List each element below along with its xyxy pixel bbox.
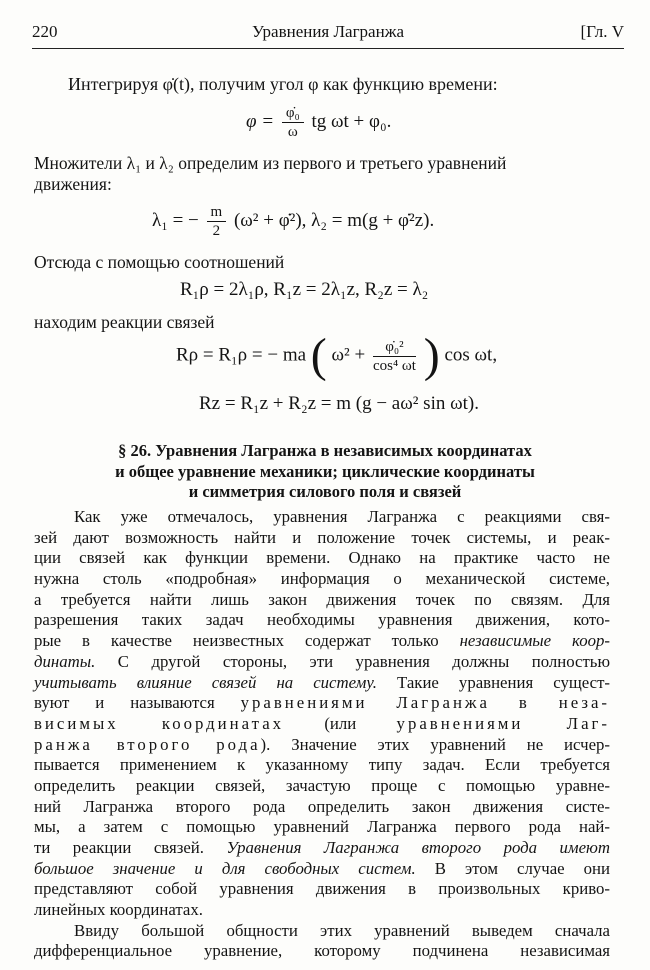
body-line: зей дают возможность найти и положение точек системы, и реак- bbox=[34, 527, 610, 547]
emphasis-text: большое значение и для свободных систем. bbox=[34, 858, 416, 878]
eq2-lhs: λ₁ = − bbox=[152, 209, 199, 231]
section-heading-line2: и общее уравнение механики; циклические координаты bbox=[115, 461, 535, 481]
emphasis-text: независимые коор- bbox=[459, 631, 610, 651]
body-line bbox=[34, 631, 610, 652]
equation-R-rho bbox=[176, 329, 498, 382]
body-line bbox=[34, 693, 610, 714]
body-line: Как уже отмечалось, уравнения Лагранжа с реакциями свя- bbox=[74, 507, 610, 526]
body-line bbox=[34, 859, 610, 880]
spaced-term: висимых координатах bbox=[34, 713, 285, 733]
body-line: линейных координатах. bbox=[34, 900, 203, 920]
body-line bbox=[34, 714, 610, 735]
body-line: пывается применением к указанному типу задач. Если требуется bbox=[34, 755, 610, 775]
body-line: ний Лагранжа второго рода определить закон движения систе- bbox=[34, 796, 610, 816]
emphasis-text: учитывать влияние связей на систему. bbox=[34, 672, 377, 692]
section-heading-line3: и симметрия силового поля и связей bbox=[188, 482, 462, 501]
body-line bbox=[34, 838, 610, 859]
eq4-lhs: Rρ = R₁ρ = − ma bbox=[176, 344, 307, 366]
body-text-span: ). Значение этих уравнений не исчер- bbox=[260, 734, 610, 754]
equation-phi bbox=[246, 104, 391, 141]
body-line: разрешения таких задач необходимы уравнения движения, кото- bbox=[34, 610, 610, 630]
eq2-numerator: m bbox=[207, 203, 227, 222]
intro-paragraph-2-line1: Множители λ₁ и λ₂ определим из первого и третьего уравнений bbox=[34, 153, 507, 173]
spaced-term: уравнениями Лагранжа в неза- bbox=[240, 693, 611, 713]
body-text-span: вуют и называются bbox=[34, 693, 215, 713]
page-header bbox=[32, 22, 624, 48]
body-line: ции связей как функции времени. Однако на практике часто не bbox=[34, 548, 610, 568]
body-line: мы, а затем с помощью уравнений Лагранжа первого рода най- bbox=[34, 817, 610, 837]
eq4-denominator: cos⁴ ωt bbox=[372, 357, 416, 374]
eq4-a: ω² + bbox=[331, 344, 366, 366]
emphasis-text: динаты. bbox=[34, 651, 96, 671]
intro-paragraph-2-line2: движения: bbox=[34, 174, 112, 194]
intro-paragraph-1: Интегрируя φ̇(t), получим угол φ как функцию времени: bbox=[68, 74, 498, 94]
body-text bbox=[34, 507, 610, 962]
body-text-span: (или bbox=[324, 713, 357, 733]
section-heading bbox=[40, 441, 610, 503]
body-line: нужна столь «подробная» информация о механической системе, bbox=[34, 569, 610, 589]
equation-relations: R₁ρ = 2λ₁ρ, R₁z = 2λ₁z, R₂z = λ₂ bbox=[180, 279, 429, 300]
spaced-term: ранжа второго рода bbox=[34, 734, 261, 754]
eq2-rhs: (ω² + φ̇²), λ₂ = m(g + φ̇²z). bbox=[233, 209, 435, 231]
page-number: 220 bbox=[32, 22, 58, 41]
intro-paragraph-3: Отсюда с помощью соотношений bbox=[34, 252, 285, 272]
spaced-term: уравнениями Лаг- bbox=[396, 713, 610, 733]
eq4-fraction bbox=[373, 338, 416, 375]
body-text-span: ти реакции связей. bbox=[34, 838, 204, 857]
left-paren: ( bbox=[310, 329, 327, 382]
body-text-span: Такие уравнения сущест- bbox=[397, 672, 611, 692]
emphasis-text: Уравнения Лагранжа второго рода имеют bbox=[226, 838, 610, 857]
body-line: определить реакции связей, зачастую проще с помощью уравне- bbox=[34, 775, 610, 795]
body-text-span: С другой стороны, эти уравнения должны полностью bbox=[117, 651, 610, 671]
eq2-fraction bbox=[207, 203, 227, 240]
equation-R-z: Rz = R₁z + R₂z = m (g − aω² sin ωt). bbox=[199, 393, 479, 414]
chapter-label: [Гл. V bbox=[580, 22, 624, 41]
eq1-rhs: tg ωt + φ₀. bbox=[311, 110, 392, 132]
body-text-span: В этом случае они bbox=[434, 858, 610, 878]
body-line: дифференциальное уравнение, которому подчинена независимая bbox=[34, 941, 610, 961]
eq1-fraction bbox=[282, 104, 304, 141]
body-line bbox=[34, 652, 610, 673]
eq4-numerator: φ̇₀² bbox=[373, 338, 416, 357]
right-paren: ) bbox=[423, 329, 440, 382]
body-line: представляют собой уравнения движения в произвольных криво- bbox=[34, 879, 610, 899]
intro-paragraph-4: находим реакции связей bbox=[34, 312, 215, 332]
body-line: а требуется найти лишь закон движения точек по связям. Для bbox=[34, 589, 610, 609]
eq1-numerator: φ̇₀ bbox=[282, 104, 304, 123]
running-title: Уравнения Лагранжа bbox=[251, 22, 404, 41]
body-line bbox=[34, 673, 610, 694]
eq2-denominator: 2 bbox=[212, 223, 221, 239]
eq1-denominator: ω bbox=[287, 124, 298, 140]
body-line: Ввиду большой общности этих уравнений выведем сначала bbox=[74, 920, 610, 940]
body-line bbox=[34, 735, 610, 756]
section-heading-line1: § 26. Уравнения Лагранжа в независимых координатах bbox=[118, 441, 532, 460]
eq1-lhs: φ = bbox=[246, 110, 275, 132]
header-rule bbox=[32, 48, 624, 49]
body-text-span: рые в качестве неизвестных содержат только bbox=[34, 631, 439, 651]
eq4-rhs: cos ωt, bbox=[444, 344, 498, 366]
equation-lambdas bbox=[152, 203, 434, 240]
